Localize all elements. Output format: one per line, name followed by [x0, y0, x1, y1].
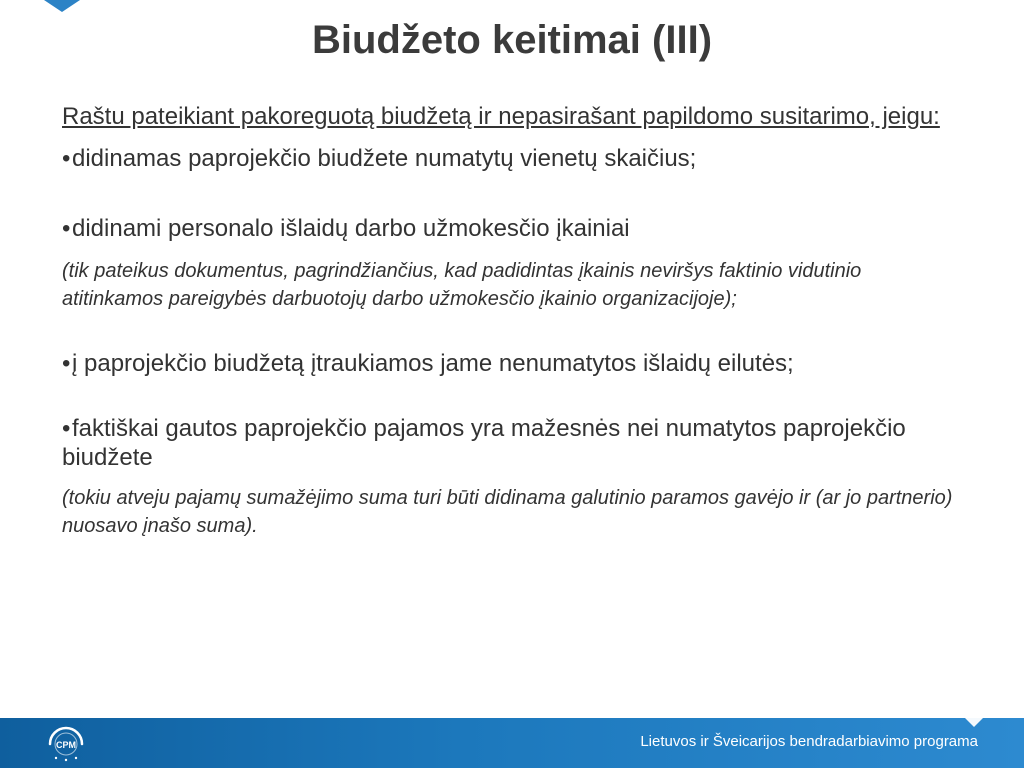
programme-logo-icon — [46, 724, 86, 764]
slide-content — [62, 100, 962, 540]
logo-text: CPM — [56, 740, 76, 750]
footer-program-name: Lietuvos ir Šveicarijos bendradarbiavimo programa — [640, 733, 978, 750]
bullet-item-4-note: (tokiu atveju pajamų sumažėjimo suma turi būti didinama galutinio paramos gavėjo ir (ar jo partnerio) nuosavo įnašo suma). — [62, 487, 953, 537]
bullet-item-2 — [62, 214, 962, 243]
footer-accent-notch — [960, 713, 988, 727]
bullet-item-1 — [62, 144, 962, 173]
intro-text: Raštu pateikiant pakoreguotą biudžetą ir nepasirašant papildomo susitarimo, jeigu: — [62, 103, 940, 130]
bullet-item-text: faktiškai gautos paprojekčio pajamos yra mažesnės nei numatytos paprojekčio biudžete — [62, 415, 906, 471]
bullet-icon: • — [62, 415, 71, 442]
top-accent-notch — [44, 0, 80, 12]
bullet-item-text: didinamas paprojekčio biudžete numatytų vienetų skaičius; — [72, 145, 697, 172]
bullet-item-text: didinami personalo išlaidų darbo užmokesčio įkainiai — [72, 215, 630, 242]
bullet-item-3 — [62, 349, 962, 378]
footer-bar — [0, 718, 1024, 768]
bullet-item-text: į paprojekčio biudžetą įtraukiamos jame nenumatytos išlaidų eilutės; — [72, 350, 794, 377]
bullet-item-2-note: (tik pateikus dokumentus, pagrindžiančius, kad padidintas įkainis neviršys faktinio vidutinio atitinkamos pareigybės darbuotojų darbo užmokesčio įkainio organizacijoje); — [62, 260, 862, 310]
bullet-item-4 — [62, 414, 962, 472]
bullet-icon: • — [62, 350, 71, 377]
bullet-icon: • — [62, 215, 71, 242]
bullet-icon: • — [62, 145, 71, 172]
slide-title: Biudžeto keitimai (III) — [311, 18, 713, 62]
